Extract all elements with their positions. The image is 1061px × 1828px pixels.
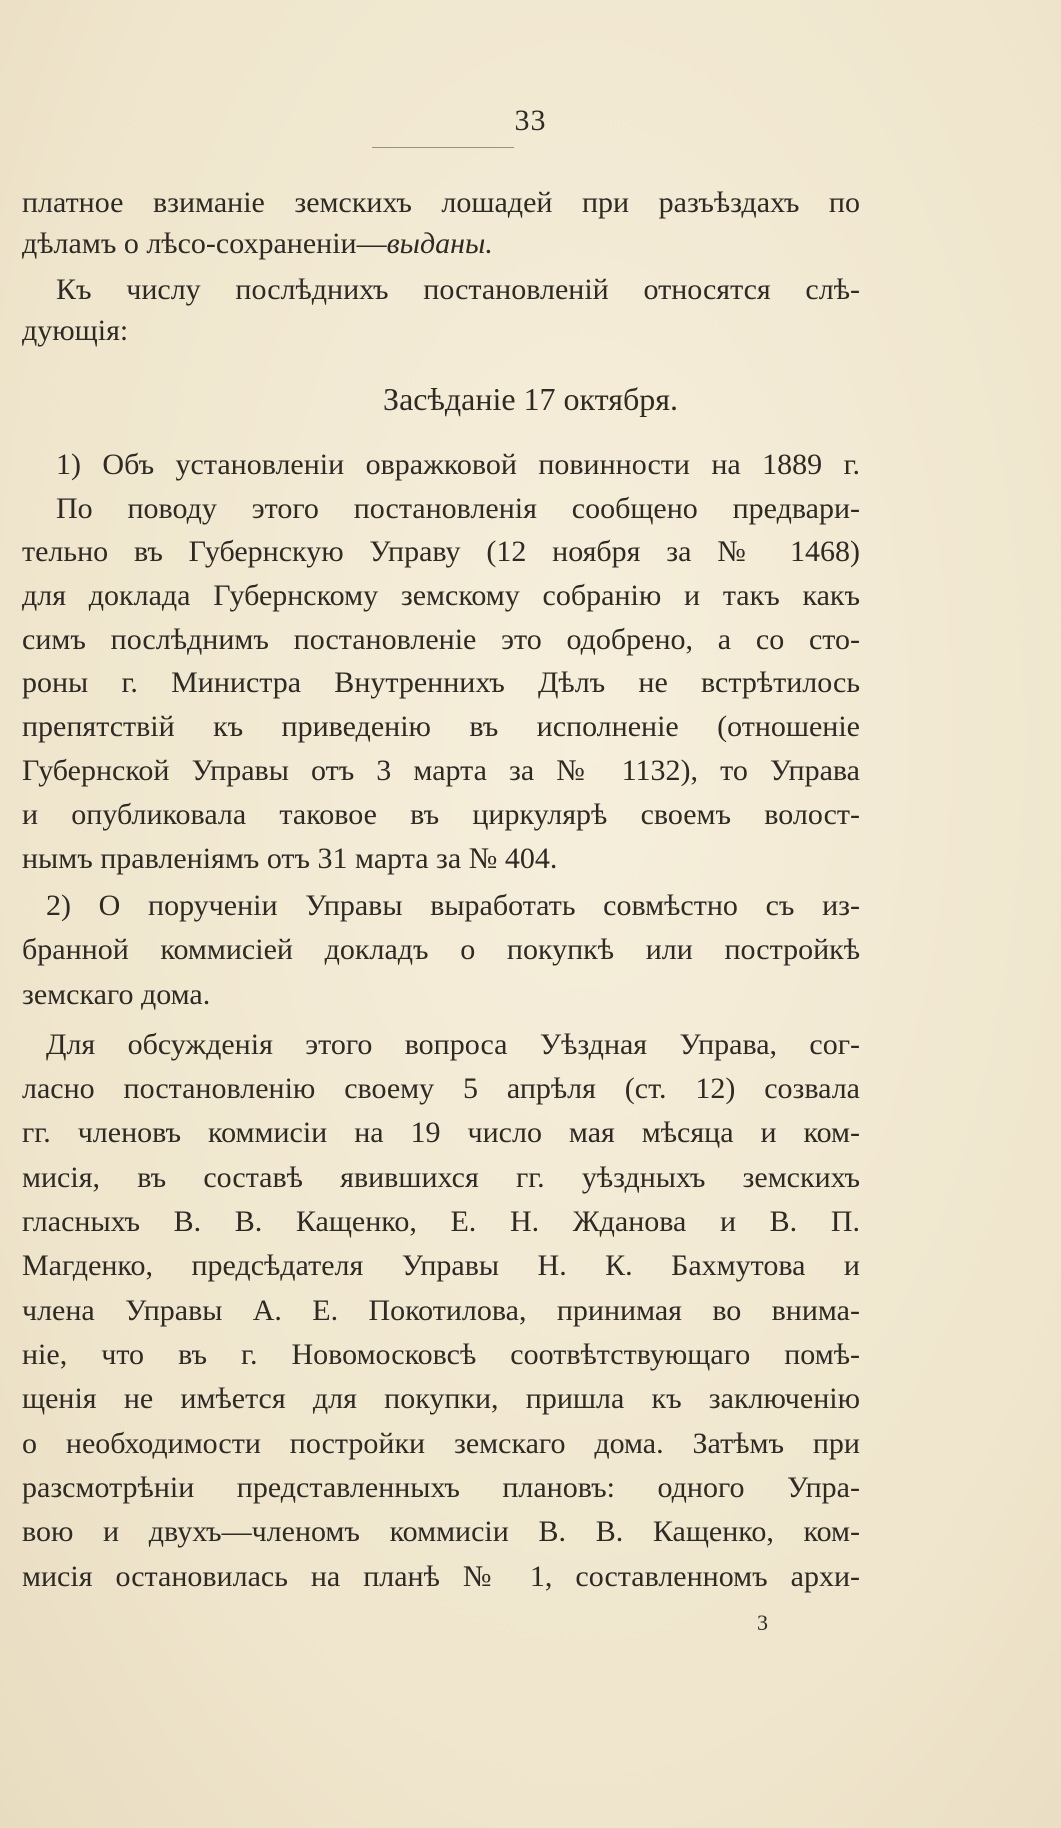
text-line: Магденко, предсѣдателя Управы Н. К. Бахмутова и	[22, 1249, 860, 1282]
text-line: земскаго дома.	[22, 978, 211, 1011]
text-line-start: дѣламъ о лѣсо-сохраненіи—	[22, 227, 387, 260]
text-line	[22, 224, 493, 264]
text-line: члена Управы А. Е. Покотилова, принимая во внима-	[22, 1294, 860, 1327]
signature-mark: 3	[757, 1610, 768, 1635]
italic-word: выданы.	[386, 227, 493, 260]
text-line: Губернской Управы отъ 3 марта за № 1132), то Управа	[22, 754, 860, 787]
text-line: Къ числу послѣднихъ постановленій относятся слѣ-	[56, 273, 860, 306]
text-line: вою и двухъ—членомъ коммисіи В. В. Кащенко, ком-	[22, 1515, 860, 1548]
text-line: ніе, что въ г. Новомосковсѣ соотвѣтствующаго помѣ-	[22, 1338, 860, 1371]
text-line: препятствій къ приведенію въ исполненіе (отношеніе	[22, 710, 860, 743]
page-number: 33	[514, 104, 547, 137]
text-line: 1) Объ установленіи овражковой повинности на 1889 г.	[56, 448, 860, 481]
text-line: ласно постановленію своему 5 апрѣля (ст. 12) созвала	[22, 1072, 860, 1105]
text-line: и опубликовала таковое въ циркулярѣ своемъ волост-	[22, 798, 860, 831]
text-line: мисія остановилась на планѣ № 1, составленномъ архи-	[22, 1560, 860, 1593]
text-line: Для обсужденія этого вопроса Уѣздная Управа, сог-	[46, 1028, 860, 1061]
text-line: роны г. Министра Внутреннихъ Дѣлъ не встрѣтилось	[22, 666, 860, 699]
text-line: По поводу этого постановленія сообщено предвари-	[56, 492, 860, 525]
text-line: платное взиманіе земскихъ лошадей при разъѣздахъ по	[22, 186, 860, 219]
text-line: нымъ правленіямъ отъ 31 марта за № 404.	[22, 842, 558, 875]
text-line: бранной коммисіей докладъ о покупкѣ или постройкѣ	[22, 933, 860, 966]
section-heading: Засѣданіе 17 октября.	[383, 381, 678, 417]
text-line: для доклада Губернскому земскому собранію и такъ какъ	[22, 579, 860, 612]
header-rule	[372, 147, 514, 148]
text-line: о необходимости постройки земскаго дома. Затѣмъ при	[22, 1427, 860, 1460]
text-line: гласныхъ В. В. Кащенко, Е. Н. Жданова и В. П.	[22, 1205, 860, 1238]
text-line: дующія:	[22, 314, 129, 347]
text-line: разсмотрѣніи представленныхъ плановъ: одного Упра-	[22, 1471, 860, 1504]
text-line: тельно въ Губернскую Управу (12 ноября за № 1468)	[22, 535, 860, 568]
text-line: мисія, въ составѣ явившихся гг. уѣздныхъ земскихъ	[22, 1161, 860, 1194]
text-line: щенія не имѣется для покупки, пришла къ заключенію	[22, 1382, 860, 1415]
text-line: гг. членовъ коммисіи на 19 число мая мѣсяца и ком-	[22, 1116, 860, 1149]
text-line: симъ послѣднимъ постановленіе это одобрено, а со сто-	[22, 623, 860, 656]
text-line: 2) О порученіи Управы выработать совмѣстно съ из-	[46, 889, 860, 922]
